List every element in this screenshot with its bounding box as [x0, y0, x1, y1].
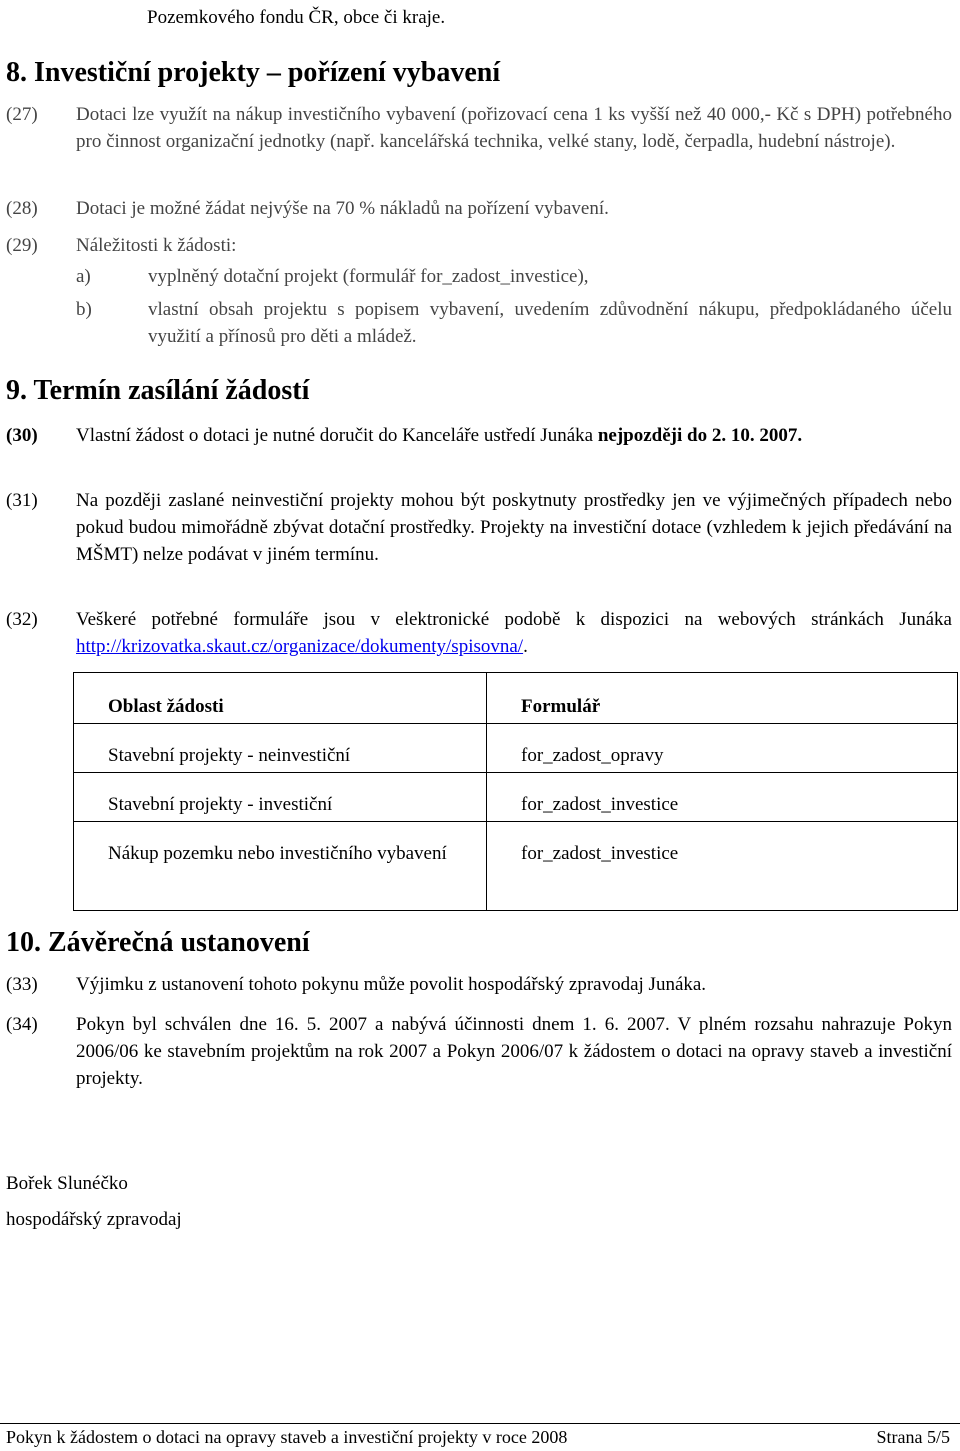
list-item-marker: b): [76, 299, 92, 320]
paragraph-27: [6, 101, 952, 155]
table-row: [74, 822, 958, 911]
table-header-cell: [74, 673, 487, 724]
table-header-cell: [487, 673, 958, 724]
paragraph-34: [6, 1011, 952, 1092]
header-oblast: Oblast žádosti: [108, 696, 224, 717]
paragraph-text-part: Vlastní žádost o dotaci je nutné doručit do Kanceláře ustředí Junáka: [76, 425, 598, 446]
list-item-b: [76, 296, 952, 350]
paragraph-text-part: .: [523, 636, 528, 657]
table-cell: Nákup pozemku nebo investičního vybavení: [74, 822, 487, 911]
section-heading-10: 10. Závěrečná ustanovení: [6, 927, 310, 958]
table-header-row: [74, 673, 958, 724]
paragraph-text: Výjimku z ustanovení tohoto pokynu může povolit hospodářský zpravodaj Junáka.: [76, 974, 707, 995]
paragraph-text-part: Veškeré potřebné formuláře jsou v elektronické podobě k dispozici na webových stránkách Junáka: [76, 609, 952, 630]
list-item-a: [76, 263, 952, 290]
table-cell: for_zadost_opravy: [487, 724, 958, 773]
paragraph-31: [6, 487, 952, 568]
paragraph-number: (31): [6, 490, 38, 511]
signature-role: hospodářský zpravodaj: [6, 1209, 182, 1230]
list-item-text: vyplněný dotační projekt (formulář for_zadost_investice),: [148, 266, 589, 287]
deadline-text: nejpozději do 2. 10. 2007.: [597, 425, 803, 446]
paragraph-text: [76, 606, 952, 660]
section-heading-9: 9. Termín zasílání žádostí: [6, 375, 310, 406]
table-row: [74, 773, 958, 822]
paragraph-text: [76, 422, 952, 449]
table-cell: for_zadost_investice: [487, 773, 958, 822]
paragraph-30: [6, 422, 952, 449]
paragraph-text: Náležitosti k žádosti:: [76, 235, 237, 256]
list-item-text: vlastní obsah projektu s popisem vybavení, uvedením zdůvodnění nákupu, předpokládaného účelu využití a přínosů pro děti a mládež.: [148, 299, 952, 347]
table-cell: for_zadost_investice: [487, 822, 958, 911]
paragraph-text: Dotaci je možné žádat nejvýše na 70 % nákladů na pořízení vybavení.: [76, 198, 609, 219]
paragraph-32: [6, 606, 952, 660]
paragraph-text: Na později zaslané neinvestiční projekty mohou být poskytnuty prostředky jen ve výjimečných případech nebo pokud budou mimořádně zbývat dotační prostředky. Projekty na investiční dotace (vzhledem k jejich předávání na MŠMT) nelze podávat v jiném termínu.: [76, 490, 952, 565]
paragraph-text: Dotaci lze využít na nákup investičního vybavení (pořizovací cena 1 ks vyšší než 40 000,- Kč s DPH) potřebného pro činnost organizační jednotky (např. kancelářská technika, velké stany, lodě, čerpadla, hudební nástroje).: [76, 104, 952, 152]
paragraph-text: Pokyn byl schválen dne 16. 5. 2007 a nabývá účinnosti dnem 1. 6. 2007. V plném rozsahu nahrazuje Pokyn 2006/06 ke stavebním projektům na rok 2007 a Pokyn 2006/07 k žádostem o dotaci na opravy staveb a investiční projekty.: [76, 1014, 952, 1089]
paragraph-33: [6, 971, 952, 998]
paragraph-number: (33): [6, 974, 38, 995]
table-cell: Stavební projekty - neinvestiční: [74, 724, 487, 773]
spisovna-link[interactable]: http://krizovatka.skaut.cz/organizace/dokumenty/spisovna/: [76, 636, 524, 657]
paragraph-29: [6, 232, 952, 259]
forms-table: [73, 672, 958, 911]
page-number: Strana 5/5: [876, 1427, 950, 1447]
section-heading-8: 8. Investiční projekty – pořízení vybavení: [6, 57, 501, 88]
paragraph-number: (28): [6, 198, 38, 219]
top-line: Pozemkového fondu ČR, obce či kraje.: [147, 7, 446, 28]
list-item-marker: a): [76, 266, 91, 287]
signature-name: Bořek Slunéčko: [6, 1173, 128, 1194]
paragraph-number: (29): [6, 235, 38, 256]
paragraph-number: (27): [6, 104, 38, 125]
paragraph-number: (34): [6, 1014, 38, 1035]
paragraph-number: (30): [6, 425, 38, 446]
footer-title: Pokyn k žádostem o dotaci na opravy staveb a investiční projekty v roce 2008: [6, 1427, 568, 1447]
table-row: [74, 724, 958, 773]
header-formular: Formulář: [521, 696, 601, 717]
table-cell: Stavební projekty - investiční: [74, 773, 487, 822]
paragraph-28: [6, 195, 952, 222]
paragraph-number: (32): [6, 609, 38, 630]
